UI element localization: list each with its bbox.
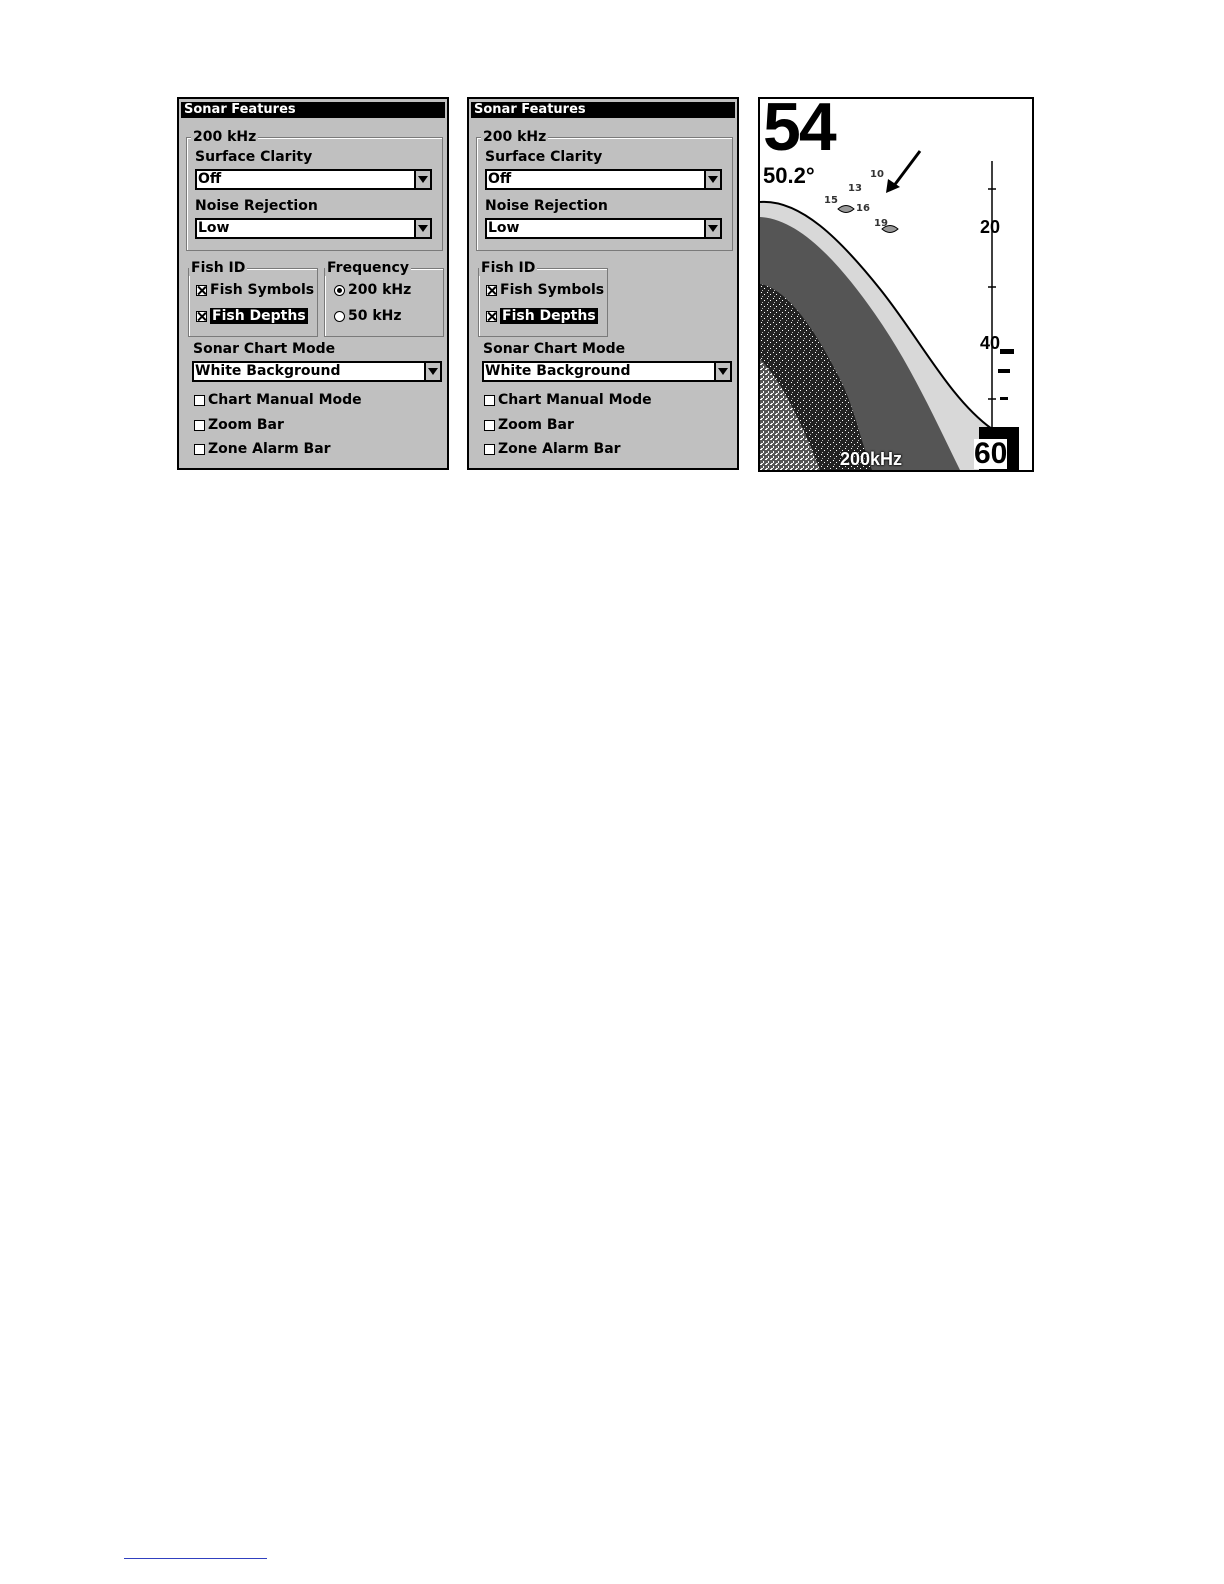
checkbox-empty-icon[interactable] xyxy=(194,395,205,406)
chevron-down-icon[interactable] xyxy=(704,220,720,237)
zone-alarm-label: Zone Alarm Bar xyxy=(498,441,621,457)
chevron-down-icon[interactable] xyxy=(424,363,440,380)
surface-clarity-dropdown[interactable] xyxy=(485,169,722,190)
noise-rejection-label: Noise Rejection xyxy=(485,198,608,214)
frequency-label: Frequency xyxy=(327,260,409,276)
chart-mode-value: White Background xyxy=(485,363,631,379)
radio-selected-icon[interactable] xyxy=(334,285,345,296)
panel-title: Sonar Features xyxy=(181,102,445,118)
chart-mode-value: White Background xyxy=(195,363,341,379)
fish-id-label: Fish ID xyxy=(481,260,536,276)
fish-depth-label: 15 xyxy=(824,195,838,206)
chart-manual-label: Chart Manual Mode xyxy=(208,392,362,408)
fish-depth-label: 10 xyxy=(870,169,884,180)
chevron-down-icon[interactable] xyxy=(704,171,720,188)
group-frequency xyxy=(324,260,444,337)
frequency-200-radio[interactable] xyxy=(334,282,411,298)
sonar-features-panel-1 xyxy=(177,97,449,470)
fish-symbols-label: Fish Symbols xyxy=(500,282,605,298)
fish-depths-checkbox[interactable] xyxy=(486,308,598,324)
footnote-divider xyxy=(124,1558,267,1559)
surface-clarity-value: Off xyxy=(198,171,222,187)
sonar-chart-mode-dropdown[interactable] xyxy=(482,361,732,382)
frequency-indicator: 200kHz xyxy=(840,449,903,469)
zone-alarm-label: Zone Alarm Bar xyxy=(208,441,331,457)
radio-empty-icon[interactable] xyxy=(334,311,345,322)
noise-rejection-value: Low xyxy=(198,220,230,236)
fish-depths-checkbox[interactable] xyxy=(196,308,308,324)
noise-rejection-dropdown[interactable] xyxy=(485,218,722,239)
depth-readout: 54 xyxy=(763,97,835,165)
zoom-bar-label: Zoom Bar xyxy=(498,417,574,433)
surface-clarity-label: Surface Clarity xyxy=(485,149,603,165)
group-200khz-label: 200 kHz xyxy=(483,129,547,145)
noise-rejection-label: Noise Rejection xyxy=(195,198,318,214)
frequency-50-radio[interactable] xyxy=(334,308,402,324)
checkbox-empty-icon[interactable] xyxy=(484,395,495,406)
sonar-features-panel-2 xyxy=(467,97,739,470)
checkbox-empty-icon[interactable] xyxy=(484,420,495,431)
chart-manual-label: Chart Manual Mode xyxy=(498,392,652,408)
group-fish-id xyxy=(188,260,318,337)
noise-rejection-value: Low xyxy=(488,220,520,236)
checkbox-checked-icon[interactable] xyxy=(196,285,207,296)
sonar-chart-mode-label: Sonar Chart Mode xyxy=(483,341,626,357)
fish-symbols-checkbox[interactable] xyxy=(486,282,604,298)
fish-depths-label: Fish Depths xyxy=(212,308,306,324)
zone-alarm-bar-checkbox[interactable] xyxy=(194,441,331,457)
scale-label-20: 20 xyxy=(980,217,1001,237)
fish-id-label: Fish ID xyxy=(191,260,246,276)
checkbox-checked-icon[interactable] xyxy=(486,311,497,322)
freq-50-label: 50 kHz xyxy=(348,308,402,324)
chevron-down-icon[interactable] xyxy=(414,220,430,237)
checkbox-checked-icon[interactable] xyxy=(486,285,497,296)
scale-label-40: 40 xyxy=(980,333,1001,353)
chart-manual-mode-checkbox[interactable] xyxy=(194,392,362,408)
zoom-bar-checkbox[interactable] xyxy=(194,417,284,433)
zone-alarm-bar-checkbox[interactable] xyxy=(484,441,621,457)
temperature-readout: 50.2° xyxy=(763,163,815,188)
checkbox-checked-icon[interactable] xyxy=(196,311,207,322)
fish-symbols-checkbox[interactable] xyxy=(196,282,314,298)
freq-200-label: 200 kHz xyxy=(348,282,412,298)
checkbox-empty-icon[interactable] xyxy=(484,444,495,455)
scale-label-60: 60 xyxy=(974,437,1008,470)
surface-clarity-dropdown[interactable] xyxy=(195,169,432,190)
chart-manual-mode-checkbox[interactable] xyxy=(484,392,652,408)
chevron-down-icon[interactable] xyxy=(414,171,430,188)
zoom-bar-label: Zoom Bar xyxy=(208,417,284,433)
checkbox-empty-icon[interactable] xyxy=(194,444,205,455)
fish-symbols-label: Fish Symbols xyxy=(210,282,315,298)
surface-clarity-value: Off xyxy=(488,171,512,187)
fish-depths-label: Fish Depths xyxy=(502,308,596,324)
sonar-chart-mode-label: Sonar Chart Mode xyxy=(193,341,336,357)
group-fish-id xyxy=(478,260,608,337)
group-200khz-label: 200 kHz xyxy=(193,129,257,145)
panel-title: Sonar Features xyxy=(471,102,735,118)
zoom-bar-checkbox[interactable] xyxy=(484,417,574,433)
fish-icon xyxy=(838,206,854,213)
noise-rejection-dropdown[interactable] xyxy=(195,218,432,239)
fish-depth-label: 16 xyxy=(856,203,870,214)
chevron-down-icon[interactable] xyxy=(714,363,730,380)
sonar-display xyxy=(758,97,1034,472)
fish-depth-label: 19 xyxy=(874,218,888,229)
sonar-chart-mode-dropdown[interactable] xyxy=(192,361,442,382)
fish-depth-label: 13 xyxy=(848,183,862,194)
checkbox-empty-icon[interactable] xyxy=(194,420,205,431)
surface-clarity-label: Surface Clarity xyxy=(195,149,313,165)
